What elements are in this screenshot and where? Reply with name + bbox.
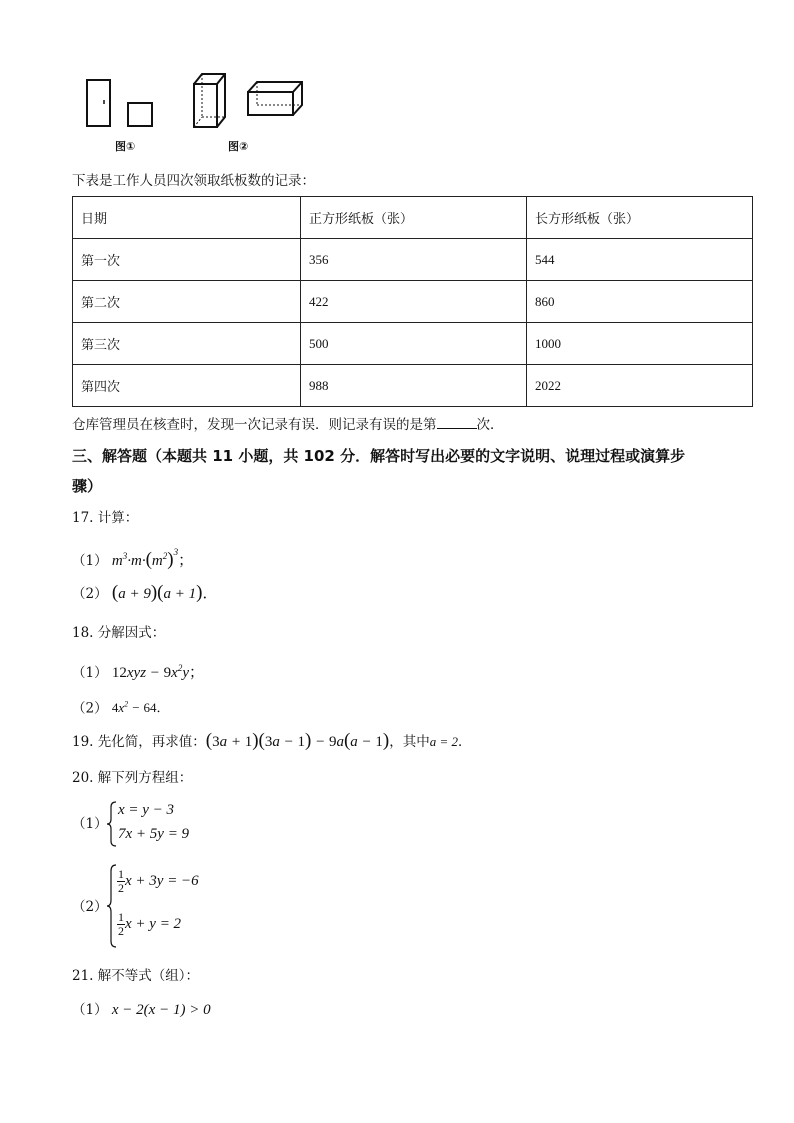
- q18-p2-expression: $4x^2 - 64$．: [111, 700, 170, 716]
- header-square: 正方形纸板（张）: [301, 197, 527, 239]
- q21-p1-expression: x − 2(x − 1) > 0: [111, 1002, 211, 1018]
- q17-part1: [72, 543, 193, 570]
- cell-date: 第二次: [73, 281, 301, 323]
- cell-rect: 860: [527, 281, 753, 323]
- q20-p2-eq2: $\frac{1}{2}$ x + y = 2: [118, 910, 182, 938]
- q19-mid: ，其中: [389, 734, 430, 750]
- figure-2-vertical-box: [194, 74, 225, 127]
- q19-end: ．: [458, 734, 472, 750]
- header-date: 日期: [73, 197, 301, 239]
- cell-square: 988: [301, 365, 527, 407]
- q17-p2-label: （2）: [72, 586, 108, 602]
- q20-p1-label: （1）: [72, 816, 108, 832]
- q20-p1-eq2: 7x + 5y = 9: [118, 826, 190, 842]
- cell-square: 500: [301, 323, 527, 365]
- cell-date: 第四次: [73, 365, 301, 407]
- figure-1-drawing: [87, 80, 152, 126]
- q17-p1-expression: $m^3\cdot m\cdot(m^2)^3$；: [111, 547, 194, 570]
- fraction-one-half: $\frac{1}{2}$: [118, 910, 124, 938]
- table-row: [73, 239, 753, 281]
- cell-rect: 544: [527, 239, 753, 281]
- fraction-one-half: $\frac{1}{2}$: [118, 867, 124, 895]
- q20-p1-brace: [106, 801, 118, 847]
- q20-p1-eq1: x = y − 3: [118, 802, 175, 818]
- table-row: [73, 323, 753, 365]
- q20-p2-eq1: $\frac{1}{2}$ x + 3y = −6: [118, 867, 199, 895]
- q19-condition: a = 2: [429, 734, 459, 749]
- q21-part1: [72, 1001, 211, 1019]
- q18-p1-label: （1）: [72, 665, 108, 681]
- q20-title: 20. 解下列方程组：: [72, 770, 193, 786]
- q21-title: 21. 解不等式（组）：: [72, 968, 200, 984]
- q16-question: [72, 414, 504, 434]
- q18-p2-label: （2）: [72, 700, 108, 717]
- q20-p2-label: （2）: [72, 899, 108, 915]
- table-intro: 下表是工作人员四次领取纸板数的记录：: [72, 173, 315, 189]
- q21-p1-label: （1）: [72, 1002, 108, 1018]
- q19-question: [72, 732, 472, 751]
- header-rect: 长方形纸板（张）: [527, 197, 753, 239]
- table-row: [73, 281, 753, 323]
- cell-date: 第三次: [73, 323, 301, 365]
- record-table: [72, 196, 753, 407]
- q19-title: 19. 先化简，再求值：: [72, 734, 206, 750]
- cell-rect: 2022: [527, 365, 753, 407]
- q16-text-before: 仓库管理员在核查时，发现一次记录有误．则记录有误的是第: [72, 417, 437, 433]
- q17-title: 17. 计算：: [72, 510, 139, 526]
- cell-square: 356: [301, 239, 527, 281]
- answer-blank[interactable]: [437, 414, 477, 429]
- cell-date: 第一次: [73, 239, 301, 281]
- cell-square: 422: [301, 281, 527, 323]
- figure-2-label: 图②: [228, 140, 249, 153]
- q17-p1-label: （1）: [72, 553, 108, 569]
- figure-2-horizontal-box: [248, 82, 302, 115]
- q19-expression: (3a + 1)(3a − 1) − 9a(a − 1): [205, 730, 390, 751]
- table-row: [73, 365, 753, 407]
- q17-p2-expression: (a + 9)(a + 1)．: [111, 582, 218, 603]
- table-header-row: [73, 197, 753, 239]
- q18-title: 18. 分解因式：: [72, 625, 166, 641]
- section-3-heading-line2: 骤）: [72, 477, 103, 495]
- q17-part2: [72, 584, 217, 603]
- cell-rect: 1000: [527, 323, 753, 365]
- q18-part2: [72, 696, 169, 717]
- q16-text-after: 次．: [476, 417, 504, 433]
- q18-part1: [72, 659, 204, 682]
- q18-p1-expression: $12xyz - 9x^2y$；: [111, 663, 205, 681]
- section-3-heading-line1: 三、解答题（本题共 11 小题，共 102 分．解答时写出必要的文字说明、说理过程或演算步: [72, 447, 686, 465]
- figure-1-label: 图①: [115, 140, 136, 153]
